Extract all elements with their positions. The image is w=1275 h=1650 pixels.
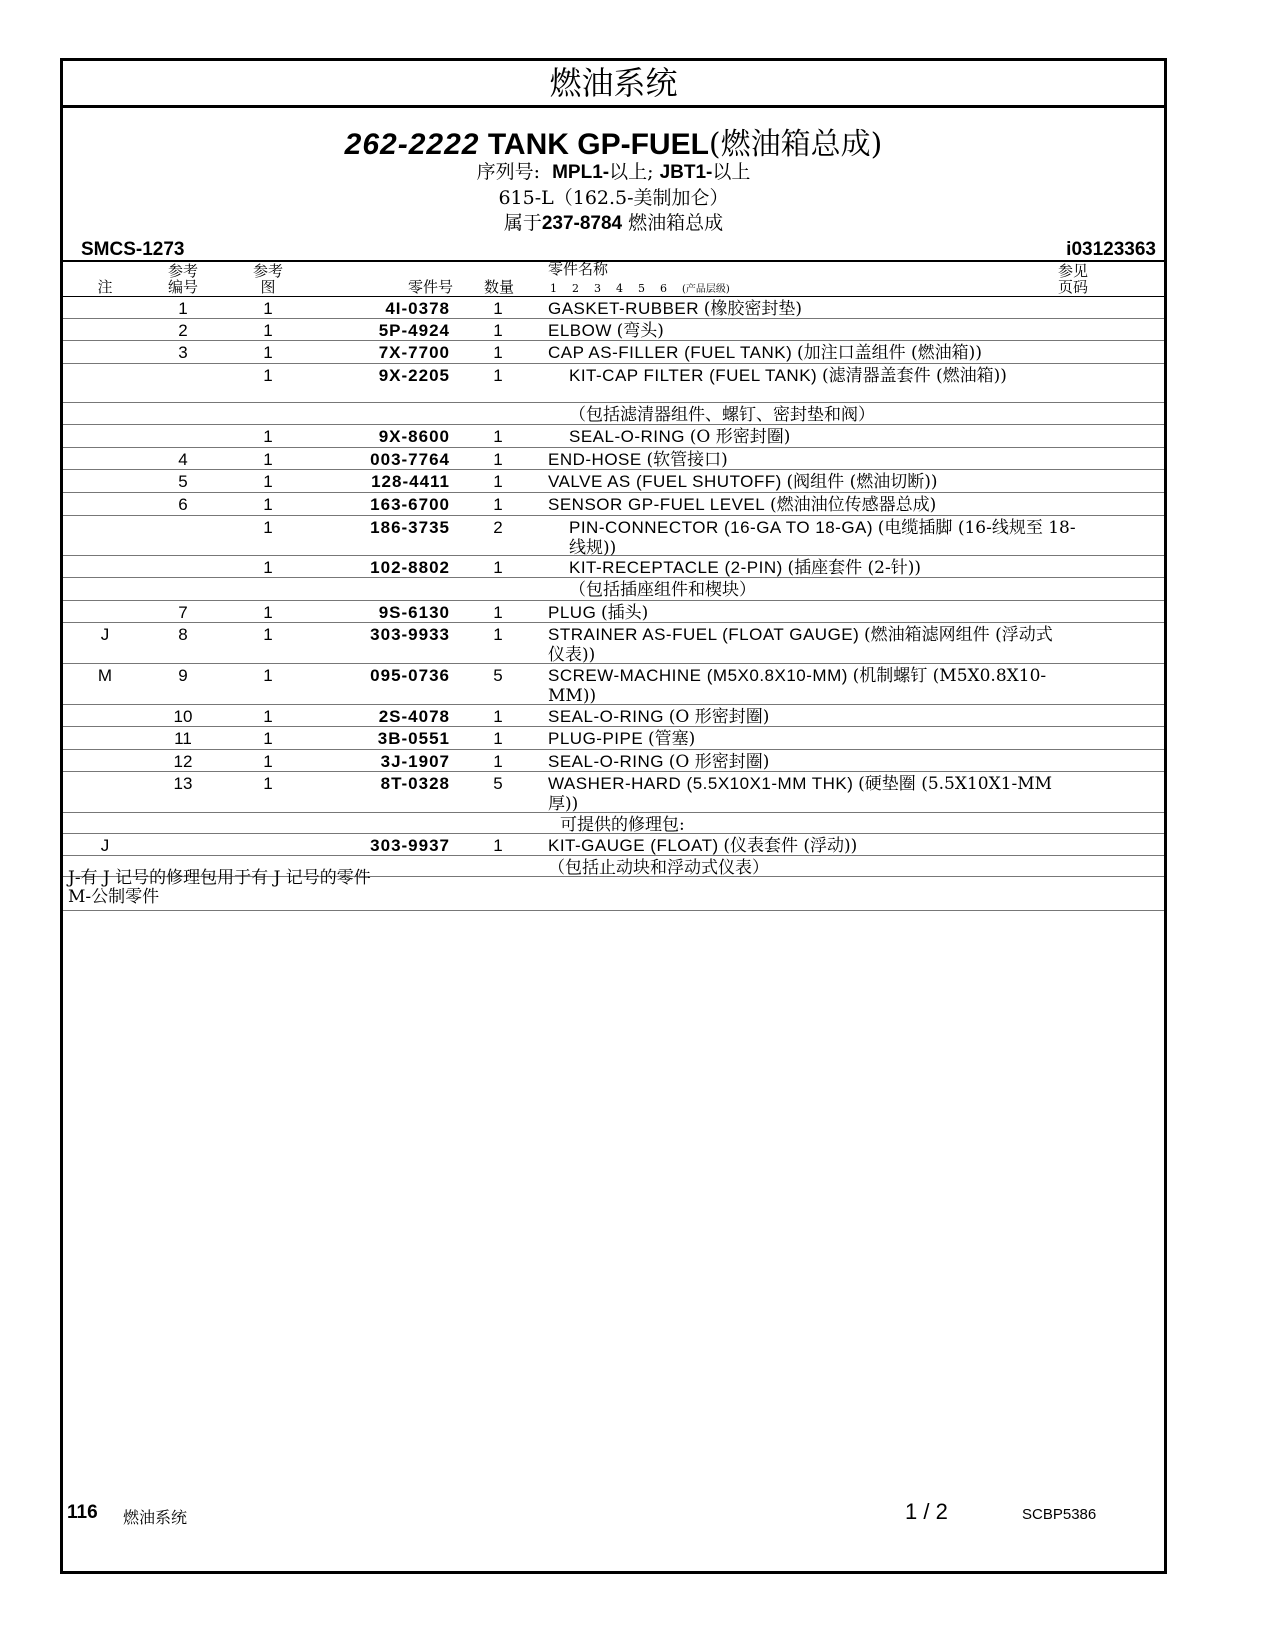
- row-part-name-cn: (燃油箱滤网组件 (浮动式仪表)): [548, 625, 1053, 665]
- row-quantity: 1: [493, 603, 503, 622]
- table-row: [63, 601, 1164, 623]
- row-part-number: 2S-4078: [378, 707, 450, 726]
- row-part-number: 5P-4924: [378, 321, 450, 340]
- row-quantity: 1: [493, 495, 503, 514]
- page-frame: [60, 58, 1167, 1574]
- table-header: [63, 261, 1164, 297]
- row-part-name-cn: (O 形密封圈): [689, 427, 791, 447]
- assembly-part-name: TANK GP-FUEL: [487, 128, 709, 161]
- row-figure: 1: [263, 518, 273, 537]
- note-j: J-有 J 记号的修理包用于有 J 记号的零件: [68, 868, 371, 888]
- row-figure: 1: [263, 427, 273, 446]
- row-part-number: 9S-6130: [378, 603, 450, 622]
- row-part-name-cn: (滤清器盖套件 (燃油箱)): [821, 366, 1007, 386]
- row-part-name: [548, 707, 1058, 727]
- serial-1-range: 以上;: [609, 161, 654, 183]
- row-ref-number: 13: [173, 774, 193, 793]
- row-part-number: 303-9933: [370, 625, 450, 644]
- table-row: [63, 664, 1164, 705]
- row-part-name-en: CAP AS-FILLER (FUEL TANK): [548, 343, 793, 362]
- col-qty-header: 数量: [483, 278, 514, 296]
- row-part-name-cn: (插座套件 (2-针)): [787, 558, 922, 578]
- document-identifier: i03123363: [1066, 239, 1156, 260]
- table-row: [63, 772, 1164, 813]
- row-quantity: 1: [493, 299, 503, 318]
- row-part-name-en: KIT-CAP FILTER (FUEL TANK): [569, 366, 818, 385]
- row-note: J: [100, 625, 110, 644]
- row-part-name-cn: (弯头): [616, 321, 664, 341]
- row-part-number: 186-3735: [370, 518, 450, 537]
- row-part-name-cn: （包括滤清器组件、螺钉、密封垫和阀）: [569, 405, 875, 425]
- row-note: M: [97, 666, 113, 685]
- table-row: [63, 623, 1164, 664]
- row-part-name: [548, 495, 1058, 515]
- row-part-name-cn: (仪表套件 (浮动)): [723, 836, 858, 856]
- row-figure: 1: [263, 472, 273, 491]
- row-quantity: 1: [493, 836, 503, 855]
- row-part-name: [548, 580, 1079, 600]
- table-row: [63, 834, 1164, 856]
- row-part-name: [548, 558, 1079, 578]
- col-name-header: 零件名称: [548, 260, 609, 278]
- row-part-name: [548, 450, 1058, 470]
- row-part-number: 102-8802: [370, 558, 450, 577]
- belongs-part-name: 燃油箱总成: [628, 212, 724, 234]
- level-6: 6: [660, 282, 667, 295]
- row-part-name-cn: (阀组件 (燃油切断)): [786, 472, 938, 492]
- row-part-name: [548, 405, 1079, 425]
- footer-page-of: 1 / 2: [905, 1499, 948, 1524]
- row-figure: 1: [263, 558, 273, 577]
- table-row: [63, 727, 1164, 750]
- row-figure: 1: [263, 299, 273, 318]
- row-ref-number: 9: [178, 666, 188, 685]
- section-title: 燃油系统: [63, 61, 1164, 108]
- table-row: [63, 493, 1164, 516]
- level-1: 1: [550, 282, 557, 295]
- row-figure: 1: [263, 450, 273, 469]
- serial-prefix-2: JBT1-: [659, 162, 713, 183]
- row-ref-number: 10: [173, 707, 193, 726]
- row-part-name-en: STRAINER AS-FUEL (FLOAT GAUGE): [548, 625, 860, 644]
- capacity: 615-L（162.5-美制加仑）: [498, 187, 729, 209]
- row-quantity: 5: [493, 666, 503, 685]
- col-ref-header-2: 编号: [167, 278, 198, 296]
- row-part-name-cn: (橡胶密封垫): [703, 299, 803, 319]
- row-part-name-cn: (机制螺钉 (M5X0.8X10-MM)): [548, 666, 1047, 706]
- row-quantity: 1: [493, 625, 503, 644]
- row-part-name: [548, 427, 1079, 447]
- row-part-name-cn: (管塞): [647, 729, 696, 749]
- smcs-code: SMCS-1273: [81, 239, 185, 260]
- row-figure: 1: [263, 321, 273, 340]
- row-figure: 1: [263, 729, 273, 748]
- col-part-no-header: 零件号: [407, 278, 453, 296]
- table-row: [63, 813, 1164, 834]
- row-part-name: [548, 752, 1058, 772]
- col-fig-header-2: 图: [260, 278, 276, 296]
- table-row: [63, 297, 1164, 319]
- row-quantity: 1: [493, 729, 503, 748]
- table-row: [63, 425, 1164, 448]
- row-part-name-cn: (燃油油位传感器总成): [769, 495, 937, 515]
- row-part-name-cn: (软管接口): [646, 450, 728, 470]
- levels-note: (产品层级): [682, 284, 730, 295]
- assembly-part-number: 262-2222: [344, 128, 480, 161]
- row-part-number: 003-7764: [370, 450, 450, 469]
- col-ref-header-1: 参考: [167, 262, 198, 280]
- table-row: [63, 516, 1164, 556]
- row-part-name-en: KIT-GAUGE (FLOAT): [548, 836, 719, 855]
- row-part-name-en: ELBOW: [548, 321, 612, 340]
- level-4: 4: [616, 282, 623, 295]
- row-figure: 1: [263, 707, 273, 726]
- row-part-name-en: SENSOR GP-FUEL LEVEL: [548, 495, 766, 514]
- row-quantity: 1: [493, 752, 503, 771]
- level-5: 5: [638, 282, 645, 295]
- row-part-name: [548, 625, 1058, 665]
- notes-divider: [63, 910, 1164, 911]
- notes: [68, 869, 371, 907]
- serial-range: [63, 157, 1164, 184]
- row-part-name-en: PLUG-PIPE: [548, 729, 644, 748]
- row-ref-number: 12: [173, 752, 193, 771]
- table-row: [63, 470, 1164, 493]
- row-part-name-en: PLUG: [548, 603, 597, 622]
- row-part-name: [548, 666, 1058, 706]
- row-part-name: [548, 729, 1058, 749]
- row-ref-number: 7: [178, 603, 188, 622]
- table-row: [63, 319, 1164, 341]
- row-figure: 1: [263, 752, 273, 771]
- row-part-name-en: WASHER-HARD (5.5X10X1-MM THK): [548, 774, 854, 793]
- footer-section: 燃油系统: [123, 1508, 188, 1527]
- row-part-name: [548, 343, 1058, 363]
- belongs-to: [63, 208, 1164, 235]
- row-figure: 1: [263, 366, 273, 385]
- row-part-name-en: GASKET-RUBBER: [548, 299, 700, 318]
- row-ref-number: 4: [178, 450, 188, 469]
- footer-page-number: 116: [67, 1502, 98, 1523]
- row-part-name-cn: 可提供的修理包:: [560, 815, 685, 835]
- row-part-name-en: SEAL-O-RING: [548, 707, 665, 726]
- row-part-number: 9X-8600: [378, 427, 450, 446]
- row-figure: 1: [263, 495, 273, 514]
- row-part-name-en: SCREW-MACHINE (M5X0.8X10-MM): [548, 666, 848, 685]
- table-row: [63, 448, 1164, 470]
- belongs-label: 属于: [503, 212, 542, 234]
- note-m: M-公制零件: [68, 887, 160, 907]
- row-part-name: [548, 815, 1070, 835]
- row-part-name-en: KIT-RECEPTACLE (2-PIN): [569, 558, 783, 577]
- row-quantity: 1: [493, 450, 503, 469]
- row-part-name-cn: (硬垫圈 (5.5X10X1-MM 厚)): [548, 774, 1053, 814]
- row-part-name: [548, 603, 1058, 623]
- row-part-number: 7X-7700: [378, 343, 450, 362]
- row-quantity: 1: [493, 427, 503, 446]
- table-row: [63, 341, 1164, 364]
- row-part-name-cn: （包括止动块和浮动式仪表）: [548, 858, 769, 878]
- row-quantity: 1: [493, 707, 503, 726]
- row-part-name-cn: (O 形密封圈): [668, 752, 770, 772]
- row-part-number: 8T-0328: [380, 774, 450, 793]
- row-part-name-en: END-HOSE: [548, 450, 642, 469]
- row-part-number: 303-9937: [370, 836, 450, 855]
- footer-doc-code: SCBP5386: [1022, 1506, 1097, 1523]
- row-part-number: 128-4411: [371, 472, 450, 491]
- row-ref-number: 8: [178, 625, 188, 644]
- col-page-header-1: 参见: [1057, 262, 1088, 280]
- col-page-header-2: 页码: [1057, 278, 1088, 296]
- serial-label: 序列号:: [476, 161, 541, 183]
- row-part-name-en: PIN-CONNECTOR (16-GA TO 18-GA): [569, 518, 874, 537]
- row-part-name: [548, 858, 1058, 878]
- row-quantity: 1: [493, 321, 503, 340]
- row-part-name-en: SEAL-O-RING: [548, 752, 665, 771]
- row-quantity: 1: [493, 366, 503, 385]
- row-figure: 1: [263, 603, 273, 622]
- row-figure: 1: [263, 666, 273, 685]
- row-note: J: [100, 836, 110, 855]
- table-row: [63, 750, 1164, 772]
- row-part-name: [548, 472, 1058, 492]
- row-part-number: 9X-2205: [378, 366, 450, 385]
- row-part-name: [548, 518, 1079, 558]
- row-part-number: 163-6700: [370, 495, 450, 514]
- assembly-part-name-cn: (燃油箱总成): [708, 127, 883, 162]
- row-ref-number: 5: [178, 472, 188, 491]
- row-quantity: 1: [493, 472, 503, 491]
- table-row: [63, 403, 1164, 425]
- row-ref-number: 1: [178, 299, 188, 318]
- row-part-number: 4I-0378: [385, 299, 450, 318]
- row-figure: 1: [263, 343, 273, 362]
- row-figure: 1: [263, 774, 273, 793]
- row-part-name-cn: (加注口盖组件 (燃油箱)): [797, 343, 982, 363]
- row-quantity: 1: [493, 558, 503, 577]
- row-part-name: [548, 299, 1058, 319]
- row-part-name-cn: (电缆插脚 (16-线规至 18-线规)): [569, 518, 1076, 558]
- row-part-name-cn: （包括插座组件和楔块）: [569, 580, 756, 600]
- row-part-number: 3B-0551: [377, 729, 450, 748]
- row-part-name-cn: (插头): [601, 603, 649, 623]
- serial-2-range: 以上: [712, 161, 751, 183]
- row-part-name: [548, 836, 1058, 856]
- row-ref-number: 3: [178, 343, 188, 362]
- serial-prefix-1: MPL1-: [552, 162, 610, 183]
- row-quantity: 5: [493, 774, 503, 793]
- row-quantity: 2: [493, 518, 503, 537]
- row-part-name-cn: (O 形密封圈): [668, 707, 770, 727]
- level-2: 2: [572, 282, 579, 295]
- row-part-number: 095-0736: [370, 666, 450, 685]
- row-part-name: [548, 774, 1058, 814]
- row-ref-number: 11: [174, 729, 192, 748]
- col-note-header: 注: [97, 278, 113, 296]
- table-row: [63, 578, 1164, 601]
- row-ref-number: 2: [178, 321, 188, 340]
- table-row: [63, 705, 1164, 727]
- parts-table: [63, 297, 1164, 877]
- belongs-part-number: 237-8784: [541, 213, 623, 234]
- row-quantity: 1: [493, 343, 503, 362]
- row-figure: 1: [263, 625, 273, 644]
- table-row: [63, 364, 1164, 403]
- level-3: 3: [594, 282, 601, 295]
- row-part-name-en: SEAL-O-RING: [569, 427, 686, 446]
- row-ref-number: 6: [178, 495, 188, 514]
- row-part-name: [548, 366, 1079, 386]
- col-fig-header-1: 参考: [252, 262, 283, 280]
- row-part-name-en: VALVE AS (FUEL SHUTOFF): [548, 472, 782, 491]
- row-part-name: [548, 321, 1058, 341]
- row-part-number: 3J-1907: [380, 752, 450, 771]
- table-row: [63, 556, 1164, 578]
